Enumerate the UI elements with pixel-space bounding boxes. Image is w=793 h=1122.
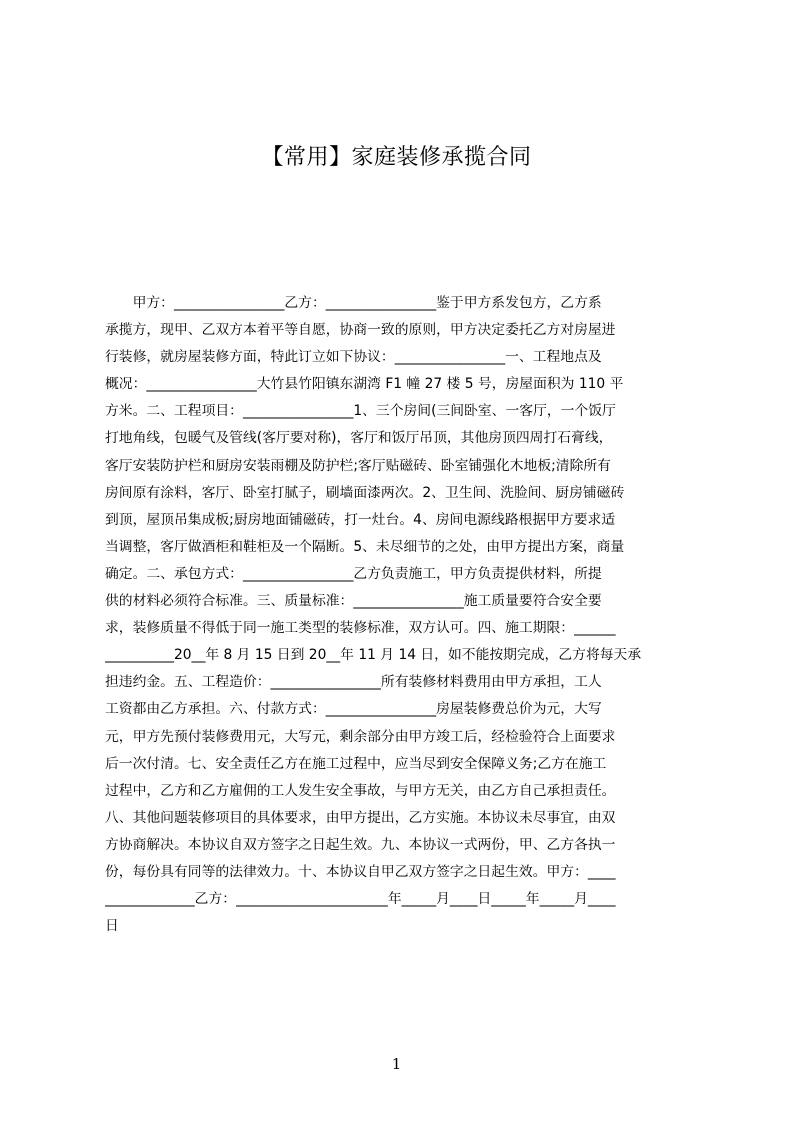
- body-line: 份，每份具有同等的法律效力。十、本协议自甲乙双方签字之日起生效。甲方：____: [105, 863, 616, 880]
- body-line: 行装修，就房屋装修方面，特此订立如下协议：________________一、工程地点及: [105, 349, 602, 366]
- body-line: 甲方：________________乙方：________________鉴于甲方系发包方，乙方系: [105, 295, 602, 311]
- body-line: 打地角线，包暖气及管线(客厅要对称)，客厅和饭厅吊顶，其他房顶四周打石膏线，: [105, 430, 613, 447]
- body-line: 求，装修质量不得低于同一施工类型的装修标准，双方认可。四、施工期限：______: [105, 620, 616, 637]
- signature-line: 日: [105, 918, 119, 935]
- document-title: 【常用】家庭装修承揽合同: [261, 145, 532, 170]
- signature-line: _____________乙方：______________________年_____月____日_____年_____月____: [105, 891, 616, 908]
- body-line: 到顶，屋顶吊集成板;厨房地面铺磁砖，打一灶台。4、房间电源线路根据甲方要求适: [105, 511, 616, 528]
- body-line: 方米。二、工程项目：________________1、三个房间(三间卧室、一客厅，一个饭厅: [105, 403, 616, 420]
- body-line: 八、其他问题装修项目的具体要求，由甲方提出，乙方实施。本协议未尽事宜，由双: [105, 809, 616, 826]
- body-line: 概况：________________大竹县竹阳镇东湖湾 F1 幢 27 楼 5 号，房屋面积为 110 平: [105, 376, 624, 393]
- body-line: __________20__年 8 月 15 日到 20__年 11 月 14 日，如不能按期完成，乙方将每天承: [105, 647, 642, 664]
- body-line: 元，甲方先预付装修费用元，大写元，剩余部分由甲方竣工后，经检验符合上面要求: [105, 728, 616, 745]
- contract-body: [105, 290, 700, 940]
- body-line: 担违约金。五、工程造价：________________所有装修材料费用由甲方承担，工人: [105, 674, 602, 691]
- body-line: 方协商解决。本协议自双方签字之日起生效。九、本协议一式两份，甲、乙方各执一: [105, 836, 616, 853]
- page-number: 1: [391, 1055, 402, 1073]
- body-line: 后一次付清。七、安全责任乙方在施工过程中，应当尽到安全保障义务;乙方在施工: [105, 755, 607, 772]
- body-line: 工资都由乙方承担。六、付款方式：________________房屋装修费总价为元，大写: [105, 701, 602, 718]
- body-line: 承揽方，现甲、乙双方本着平等自愿，协商一致的原则，甲方决定委托乙方对房屋进: [105, 322, 616, 339]
- body-line: 当调整，客厅做酒柜和鞋柜及一个隔断。5、未尽细节的之处，由甲方提出方案，商量: [105, 538, 625, 555]
- body-line: 房间原有涂料，客厅、卧室打腻子，刷墙面漆两次。2、卫生间、洗脸间、厨房铺磁砖: [105, 484, 625, 501]
- body-line: 过程中，乙方和乙方雇佣的工人发生安全事故，与甲方无关，由乙方自己承担责任。: [105, 782, 616, 799]
- body-line: 供的材料必须符合标准。三、质量标准：________________施工质量要符合安全要: [105, 593, 602, 610]
- body-line: 确定。二、承包方式：________________乙方负责施工，甲方负责提供材料，所提: [105, 565, 602, 582]
- body-line: 客厅安装防护栏和厨房安装雨棚及防护栏;客厅贴磁砖、卧室铺强化木地板;清除所有: [105, 457, 611, 474]
